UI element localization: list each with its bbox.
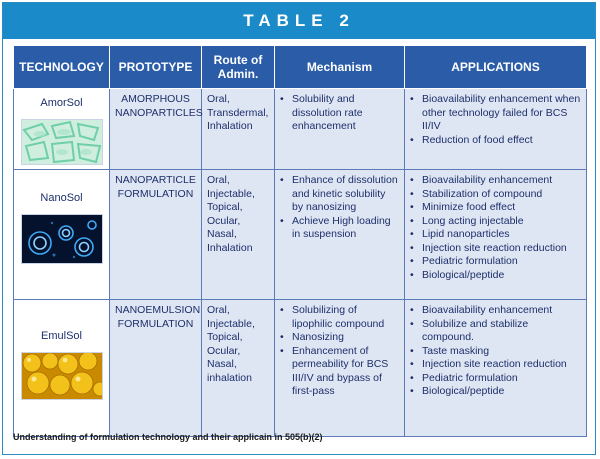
route-item: Oral, <box>207 174 230 186</box>
table-banner: TABLE 2 <box>3 3 595 39</box>
technology-name: NanoSol <box>40 192 83 204</box>
mechanism-item: • Solubilizing of lipophilic compound <box>280 304 399 331</box>
table-row <box>14 89 587 170</box>
header-route: Route of Admin. <box>202 46 275 89</box>
application-item: • Injection site reaction reduction <box>410 358 581 372</box>
mechanism-item: • Enhancement of permeability for BCS III/IV and bypass of first-pass <box>280 345 399 399</box>
application-item: • Biological/peptide <box>410 269 581 283</box>
application-item: • Pediatric formulation <box>410 372 581 386</box>
applications-cell <box>405 89 587 170</box>
mechanism-cell <box>275 89 405 170</box>
technology-cell <box>14 300 110 437</box>
prototype-cell: AMORPHOUS NANOPARTICLES <box>110 89 202 170</box>
application-item: • Solubilize and stabilize compound. <box>410 318 581 345</box>
application-item: • Reduction of food effect <box>410 134 581 148</box>
table-caption: Understanding of formulation technology and their applicain in 505(b)(2) <box>13 432 323 442</box>
header-row <box>14 46 587 89</box>
route-cell <box>202 170 275 300</box>
application-item: • Minimize food effect <box>410 201 581 215</box>
application-item: • Injection site reaction reduction <box>410 242 581 256</box>
route-item: Oral, <box>207 93 230 105</box>
route-item: Injectable, <box>207 317 255 330</box>
mechanism-item: • Solubility and dissolution rate enhancement <box>280 93 399 134</box>
route-cell <box>202 300 275 437</box>
table-frame <box>2 2 596 455</box>
header-technology: TECHNOLOGY <box>14 46 110 89</box>
route-item: Nasal, <box>207 358 237 370</box>
prototype-cell: NANOEMULSION FORMULATION <box>110 300 202 437</box>
application-item: • Bioavailability enhancement when other technology failed for BCS II/IV <box>410 93 581 134</box>
route-item: Transdermal, <box>207 106 269 119</box>
technology-name: EmulSol <box>41 330 82 342</box>
blue-nanoparticle-image <box>21 214 103 264</box>
table-row <box>14 170 587 300</box>
application-item: • Long acting injectable <box>410 215 581 229</box>
route-item: Inhalation <box>207 241 253 254</box>
route-item: Ocular, <box>207 214 241 227</box>
application-item: • Pediatric formulation <box>410 255 581 269</box>
mechanism-item: • Achieve High loading in suspension <box>280 215 399 242</box>
route-item: Nasal, <box>207 228 237 240</box>
technology-cell <box>14 89 110 170</box>
route-item: Injectable, <box>207 187 255 200</box>
yellow-emulsion-image <box>21 352 103 400</box>
mechanism-cell <box>275 170 405 300</box>
technology-name: AmorSol <box>40 97 83 109</box>
mechanism-item: • Nanosizing <box>280 331 399 345</box>
route-item: Inhalation <box>207 120 253 132</box>
route-item: Topical, <box>207 331 243 343</box>
route-item: Ocular, <box>207 344 241 357</box>
technology-cell <box>14 170 110 300</box>
header-applications: APPLICATIONS <box>405 46 587 89</box>
application-item: • Biological/peptide <box>410 385 581 399</box>
formulation-table <box>13 45 587 437</box>
route-item: Topical, <box>207 201 243 213</box>
route-item: inhalation <box>207 371 252 384</box>
table-row <box>14 300 587 437</box>
application-item: • Lipid nanoparticles <box>410 228 581 242</box>
green-crystal-image <box>21 119 103 165</box>
mechanism-cell <box>275 300 405 437</box>
application-item: • Bioavailability enhancement <box>410 304 581 318</box>
route-cell <box>202 89 275 170</box>
prototype-cell: NANOPARTICLE FORMULATION <box>110 170 202 300</box>
applications-cell <box>405 300 587 437</box>
header-mechanism: Mechanism <box>275 46 405 89</box>
applications-cell <box>405 170 587 300</box>
mechanism-item: • Enhance of dissolution and kinetic solubility by nanosizing <box>280 174 399 215</box>
header-prototype: PROTOTYPE <box>110 46 202 89</box>
application-item: • Bioavailability enhancement <box>410 174 581 188</box>
route-item: Oral, <box>207 304 230 316</box>
application-item: • Taste masking <box>410 345 581 359</box>
application-item: • Stabilization of compound <box>410 188 581 202</box>
